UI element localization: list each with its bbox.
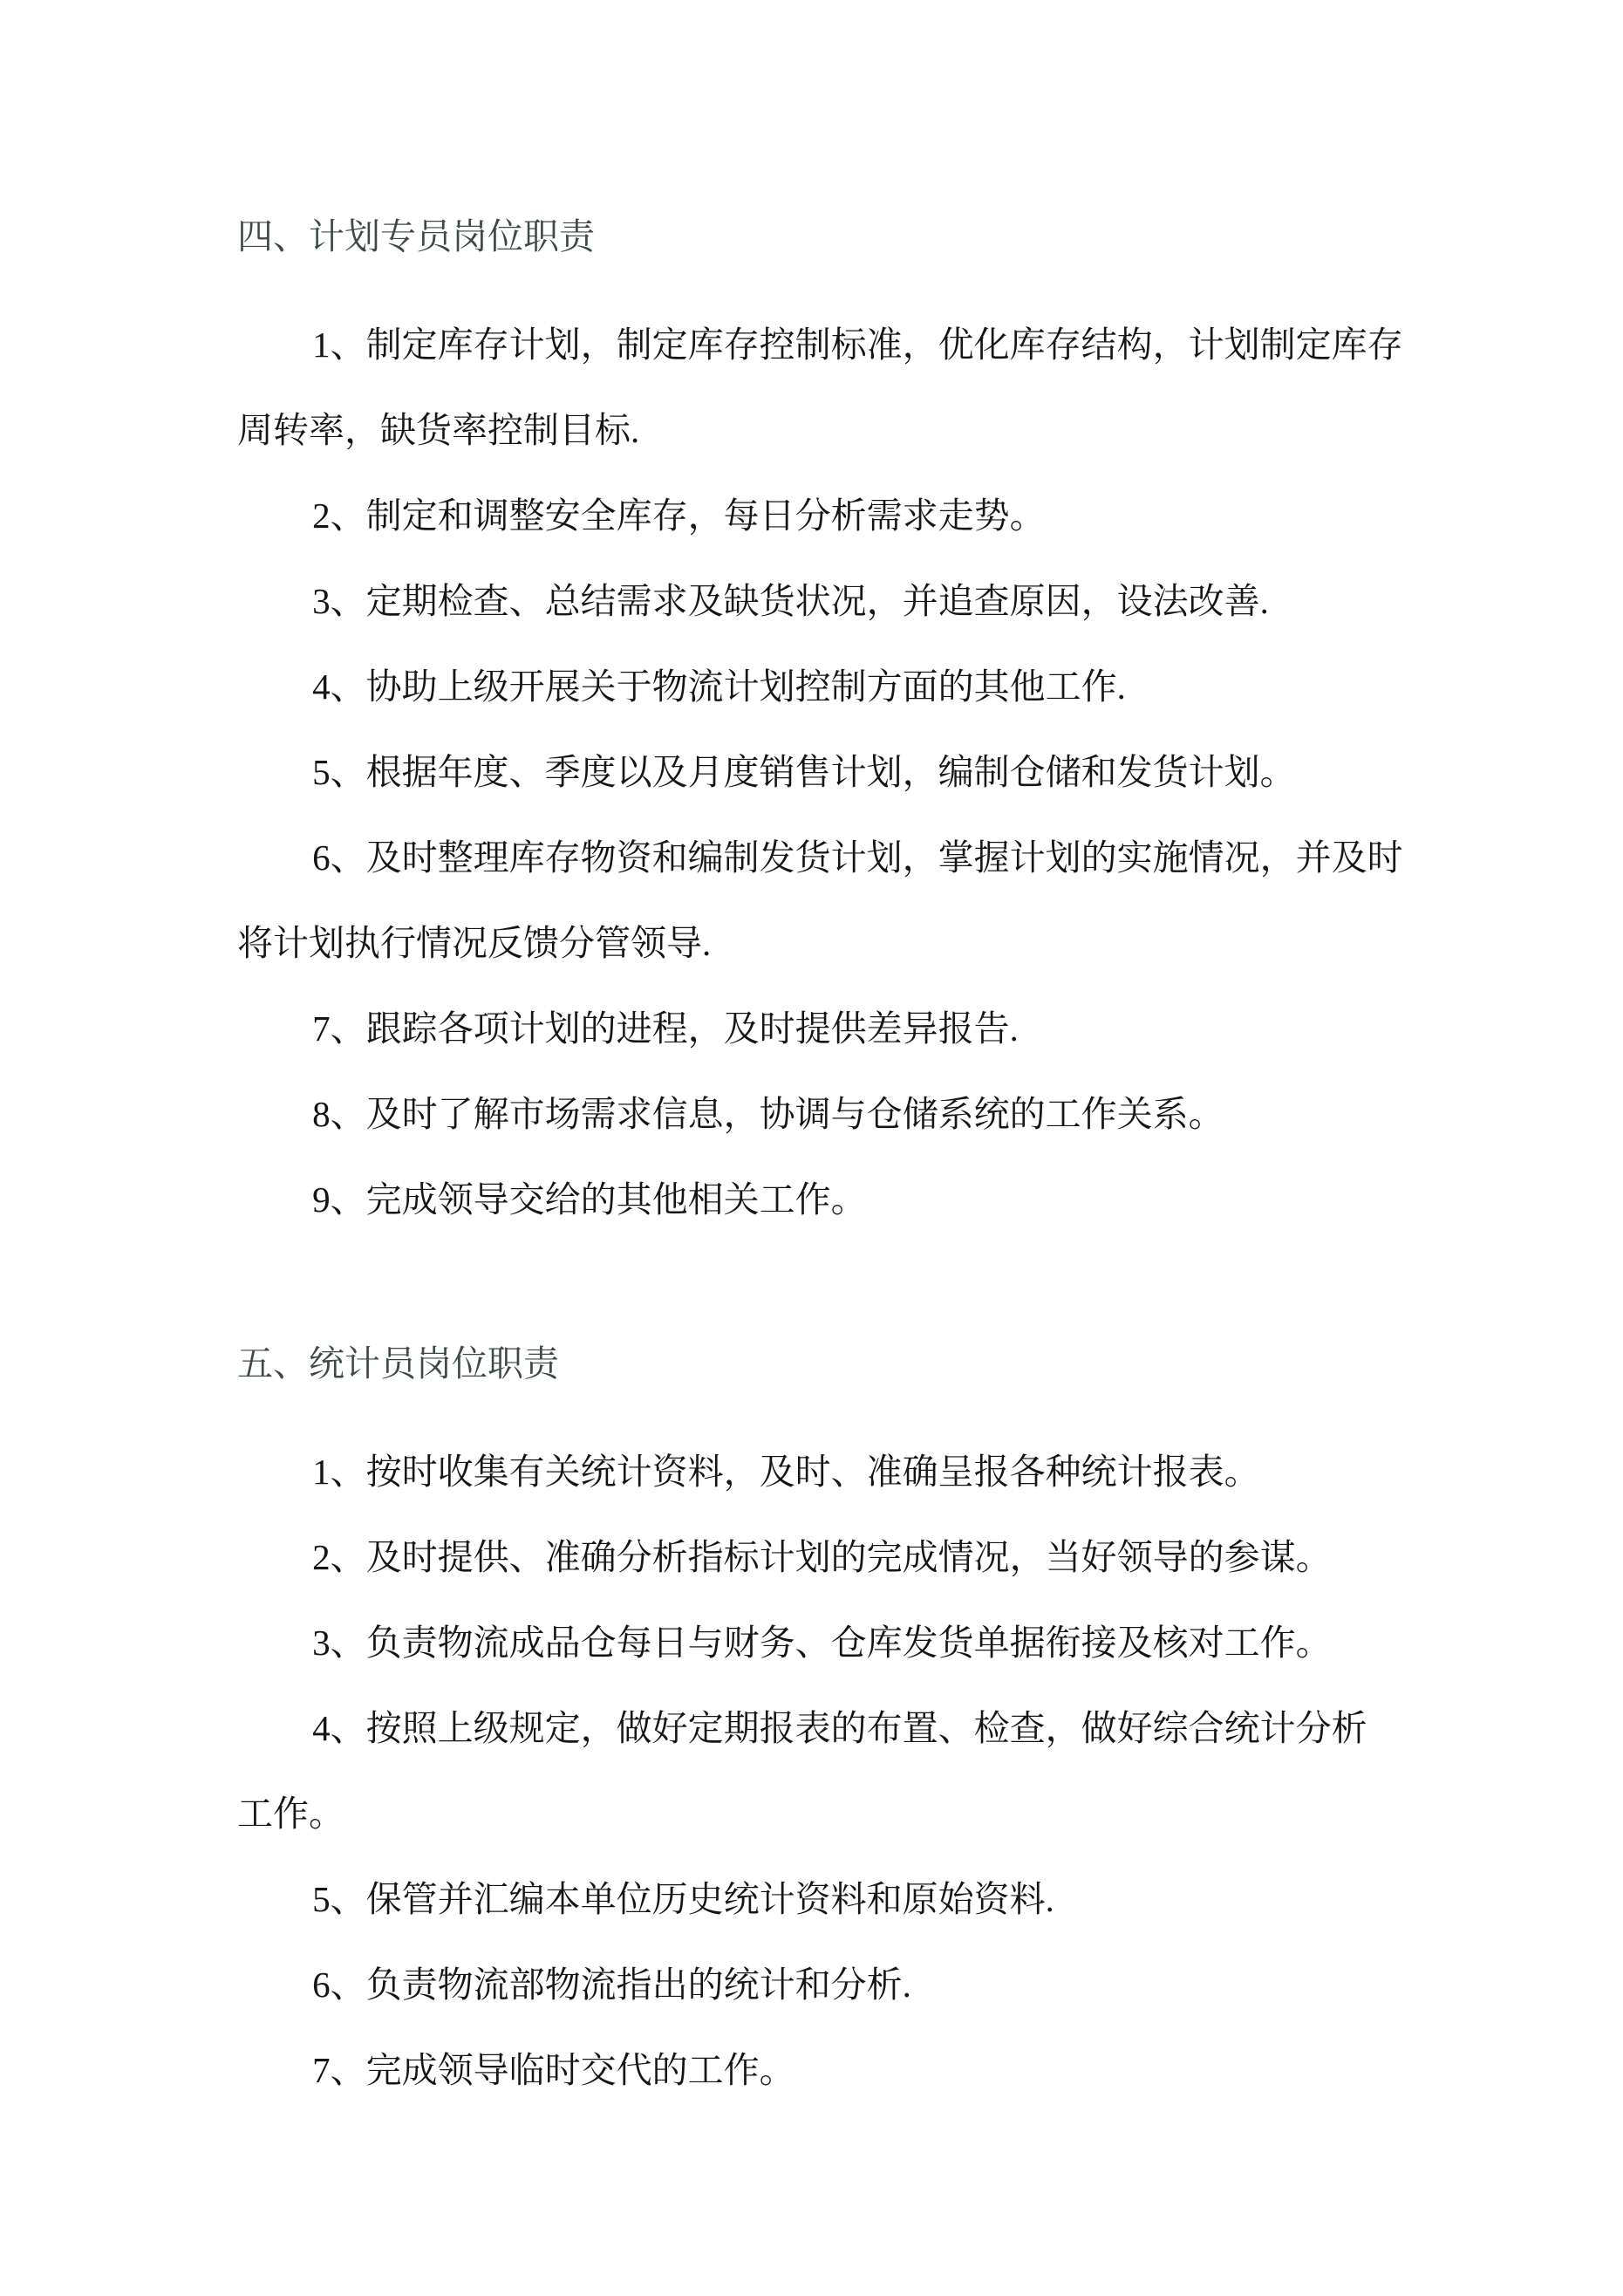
list-item: 9、完成领导交给的其他相关工作。 [312,1179,867,1220]
list-item-continuation: 周转率，缺货率控制目标. [237,410,640,450]
list-item: 6、及时整理库存物资和编制发货计划，掌握计划的实施情况，并及时 [312,837,1403,878]
job-duties-section [237,194,1423,1242]
list-item: 5、根据年度、季度以及月度销售计划，编制仓储和发货计划。 [312,752,1296,792]
list-item: 2、制定和调整安全库存，每日分析需求走势。 [312,495,1046,536]
list-item: 7、完成领导临时交代的工作。 [312,2050,795,2090]
list-item: 5、保管并汇编本单位历史统计资料和原始资料. [312,1879,1054,1919]
list-item: 4、协助上级开展关于物流计划控制方面的其他工作. [312,666,1126,707]
list-item: 3、负责物流成品仓每日与财务、仓库发货单据衔接及核对工作。 [312,1623,1332,1663]
job-duties-section [237,1321,1423,2113]
list-item: 7、跟踪各项计划的进程，及时提供差异报告. [312,1008,1019,1049]
list-item: 1、制定库存计划，制定库存控制标准，优化库存结构，计划制定库存 [312,325,1403,365]
list-item: 1、按时收集有关统计资料，及时、准确呈报各种统计报表。 [312,1452,1260,1492]
list-item: 4、按照上级规定，做好定期报表的布置、检查，做好综合统计分析 [312,1708,1367,1748]
list-item-continuation: 工作。 [237,1794,344,1834]
list-item: 6、负责物流部物流指出的统计和分析. [312,1965,911,2005]
list-item: 2、及时提供、准确分析指标计划的完成情况，当好领导的参谋。 [312,1537,1332,1577]
list-item: 3、定期检查、总结需求及缺货状况，并追查原因，设法改善. [312,581,1269,621]
section-heading: 四、计划专员岗位职责 [237,216,595,256]
list-item: 8、及时了解市场需求信息，协调与仓储系统的工作关系。 [312,1094,1224,1134]
section-heading: 五、统计员岗位职责 [237,1343,559,1384]
list-item-continuation: 将计划执行情况反馈分管领导. [237,923,712,963]
